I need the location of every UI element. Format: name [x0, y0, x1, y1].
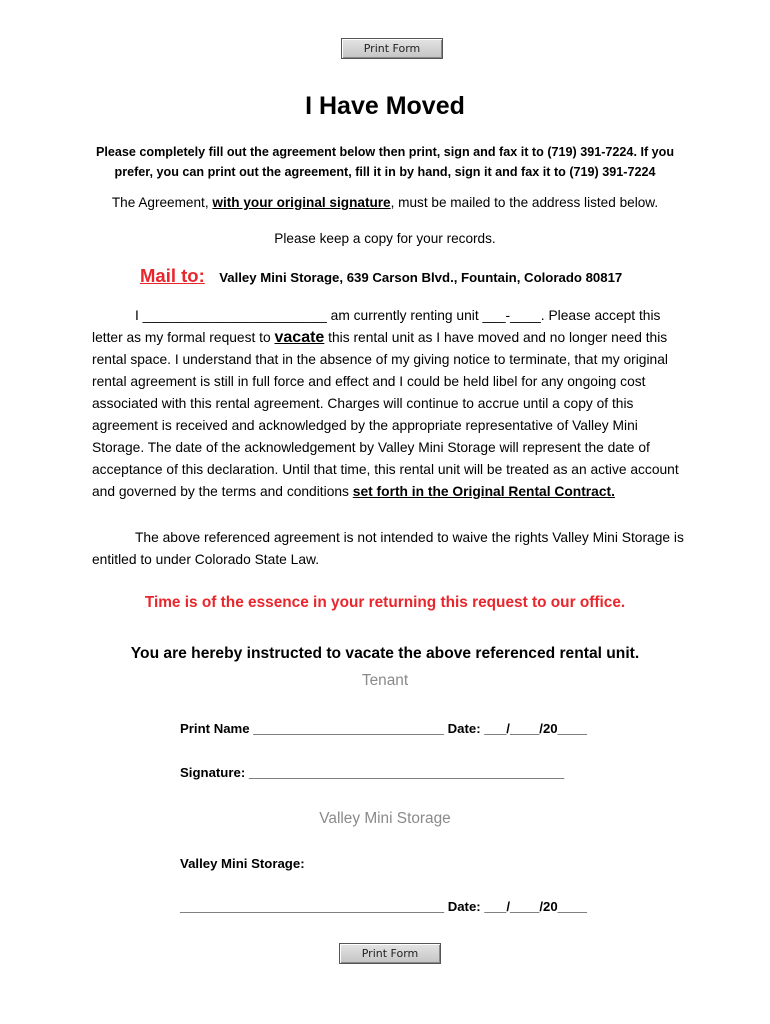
- agreement-text-before: The Agreement,: [111, 195, 213, 210]
- mail-to-label: Mail to:: [140, 265, 205, 286]
- keep-copy-text: Please keep a copy for your records.: [274, 231, 496, 246]
- storage-label: Valley Mini Storage:: [180, 856, 305, 871]
- mail-to-line: [140, 265, 622, 287]
- agreement-text-after: , must be mailed to the address listed below.: [390, 195, 659, 210]
- agreement-notice: [0, 195, 770, 210]
- original-contract-text: set forth in the Original Rental Contract.: [352, 484, 615, 499]
- mail-address: Valley Mini Storage, 639 Carson Blvd., Fountain, Colorado 80817: [219, 270, 623, 285]
- rights-paragraph: The above referenced agreement is not intended to waive the rights Valley Mini Storage is entitled to under Colorado State Law.: [92, 530, 684, 567]
- paragraph-part-1: I ________________________ am currently renting unit ___-____. Please accept this letter as my formal request to: [92, 308, 661, 345]
- storage-heading: Valley Mini Storage: [319, 810, 451, 827]
- intro-line-2: prefer, you can print out the agreement, fill it in by hand, sign it and fax it to (719) 391-7224: [114, 165, 656, 179]
- tenant-heading: Tenant: [361, 672, 409, 689]
- tenant-signature-field[interactable]: Signature: ___________________________________________: [180, 765, 565, 780]
- paragraph-part-2: this rental unit as I have moved and no longer need this rental space. I understand that in the absence of my giving notice to terminate, that my original rental agreement is still in full force and effect and I could be held libel for any ongoing cost associated with this rental agreement. Charges will continue to accrue until a copy of this agreement is received and acknowledged by the appropriate representative of Valley Mini Storage. The date of the acknowledgement by Valley Mini Storage will represent the date of acceptance of this declaration. Until that time, this rental unit will be treated as an active account and governed by the terms and conditions: [92, 330, 679, 499]
- print-form-button-bottom[interactable]: Print Form: [339, 943, 441, 964]
- vacate-word: vacate: [274, 329, 325, 346]
- original-signature-text: with your original signature: [212, 195, 391, 210]
- tenant-print-name-date-field[interactable]: Print Name __________________________ Date: ___/____/20____: [180, 721, 587, 736]
- page-title: I Have Moved: [305, 92, 465, 120]
- time-essence-notice: Time is of the essence in your returning this request to our office.: [144, 594, 626, 611]
- agreement-paragraph: [92, 305, 690, 503]
- intro-instructions: [95, 142, 675, 182]
- storage-signature-date-field[interactable]: ____________________________________ Date: ___/____/20____: [180, 899, 588, 914]
- intro-line-1: Please completely fill out the agreement below then print, sign and fax it to (719) 391-7224. If you: [95, 145, 675, 159]
- vacate-instruction: You are hereby instructed to vacate the above referenced rental unit.: [130, 645, 640, 662]
- print-form-button-top[interactable]: Print Form: [341, 38, 443, 59]
